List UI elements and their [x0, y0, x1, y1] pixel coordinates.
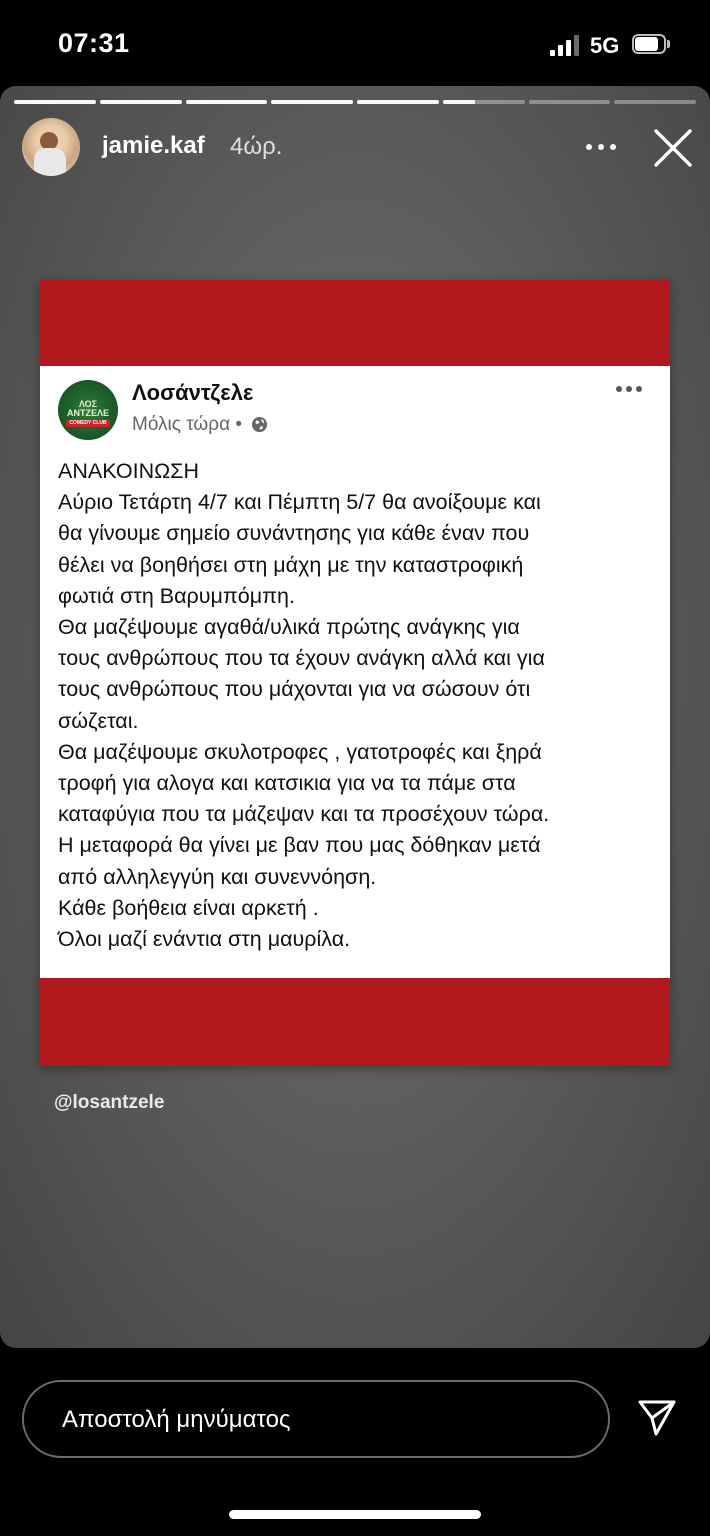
battery-icon [632, 34, 670, 55]
story-progress-segment [271, 100, 353, 104]
post-text-line: τους ανθρώπους που τα έχουν ανάγκη αλλά και για [58, 646, 545, 671]
post-text-line: Θα μαζέψουμε σκυλοτροφες , γατοτροφές και ξηρά [58, 739, 542, 764]
page-avatar[interactable]: ΛΟΣ ΑΝΤΖΕΛΕ COMEDY CLUB [58, 380, 118, 440]
story-progress-segment [614, 100, 696, 104]
home-indicator[interactable] [229, 1510, 481, 1519]
post-text-line: ΑΝΑΚΟΙΝΩΣΗ [58, 459, 199, 483]
story-username[interactable]: jamie.kaf [102, 132, 205, 159]
page-name[interactable]: Λοσάντζελε [132, 380, 254, 405]
battery-level-fill [635, 37, 658, 51]
story-progress-segment [443, 100, 525, 104]
post-text-line: από αλληλεγγύη και συνεννόηση. [58, 864, 377, 889]
story-posted-ago: 4ώρ. [230, 133, 283, 160]
story-progress-segment [14, 100, 96, 104]
globe-icon [251, 416, 268, 433]
post-text-line: Θα μαζέψουμε αγαθά/υλικά πρώτης ανάγκης για [58, 615, 520, 640]
network-type-label: 5G [590, 33, 620, 58]
post-text-line: φωτιά στη Βαρυμπόμπη. [58, 583, 295, 608]
status-bar [0, 0, 710, 88]
close-icon[interactable] [652, 128, 694, 168]
post-text-line: Αύριο Τετάρτη 4/7 και Πέμπτη 5/7 θα ανοίξουμε και [58, 490, 541, 515]
send-icon[interactable] [636, 1398, 678, 1438]
post-text-line: θέλει να βοηθήσει στη μάχη με την καταστροφική [58, 552, 524, 577]
post-text-line: καταφύγια που τα μάζεψαν και τα προσέχουν τώρα. [58, 802, 550, 827]
post-text-line: θα γίνουμε σημείο συνάντησης για κάθε έναν που [58, 521, 530, 546]
post-content [40, 366, 670, 978]
story-progress-segment [186, 100, 268, 104]
send-message-input[interactable] [22, 1380, 610, 1458]
post-text-line: τροφή για αλογα και κατσικια για να τα πάμε στα [58, 771, 516, 796]
post-text-line: σώζεται. [58, 708, 139, 733]
page-avatar-logo-text: ΛΟΣ ΑΝΤΖΕΛΕ [66, 399, 109, 418]
more-horizontal-icon[interactable] [584, 134, 618, 158]
story-progress-segment [357, 100, 439, 104]
story-viewer[interactable] [0, 86, 710, 1348]
story-progress-segment [100, 100, 182, 104]
post-text-line: τους ανθρώπους που μάχονται για να σώσουν ότι [58, 677, 531, 702]
shared-post-card[interactable] [40, 280, 670, 1066]
post-text-line: Η μεταφορά θα γίνει με βαν που μας δόθηκαν μετά [58, 833, 541, 858]
post-text-line: Κάθε βοήθεια είναι αρκετή . [58, 895, 319, 920]
mention-sticker[interactable]: @losantzele [54, 1092, 165, 1113]
cellular-signal-icon [550, 34, 580, 56]
send-message-placeholder: Αποστολή μηνύματος [62, 1406, 291, 1433]
post-body-text [58, 456, 658, 955]
post-more-icon[interactable] [616, 384, 644, 394]
post-text-line: Όλοι μαζί ενάντια στη μαυρίλα. [58, 927, 351, 952]
status-time: 07:31 [58, 28, 130, 58]
user-avatar[interactable] [22, 118, 80, 176]
story-progress-bars [14, 100, 696, 104]
story-progress-segment [529, 100, 611, 104]
post-timestamp: Μόλις τώρα • [132, 414, 268, 436]
